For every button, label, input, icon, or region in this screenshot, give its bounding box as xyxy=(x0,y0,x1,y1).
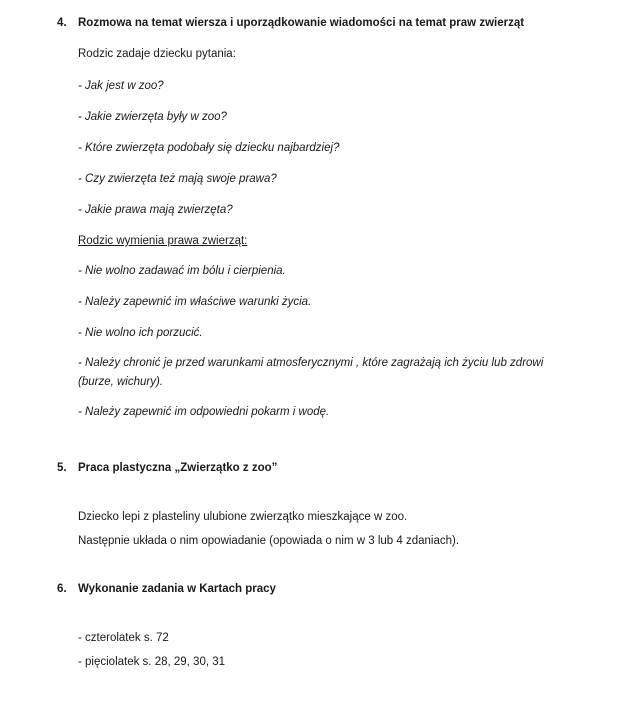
section-4-title: Rozmowa na temat wiersza i uporządkowanie wiadomości na temat praw zwierząt xyxy=(78,17,525,29)
question-item: - Które zwierzęta podobały się dziecku najbardziej? xyxy=(78,142,340,154)
section-5-line: Następnie układa o nim opowiadanie (opowiada o nim w 3 lub 4 zdaniach). xyxy=(78,535,460,547)
question-item: - Jak jest w zoo? xyxy=(78,80,164,92)
section-6-number: 6. xyxy=(57,583,67,595)
section-5-title: Praca plastyczna „Zwierzątko z zoo” xyxy=(78,462,278,474)
section-6-heading xyxy=(57,583,276,595)
rights-item: - Nie wolno zadawać im bólu i cierpienia. xyxy=(78,265,286,277)
question-item: - Czy zwierzęta też mają swoje prawa? xyxy=(78,173,277,185)
section-4-heading xyxy=(57,17,524,29)
section-5-number: 5. xyxy=(57,462,67,474)
rights-heading: Rodzic wymienia prawa zwierząt: xyxy=(78,235,248,247)
section-4-number: 4. xyxy=(57,17,67,29)
section-6-title: Wykonanie zadania w Kartach pracy xyxy=(78,583,276,595)
section-6-item: - pięciolatek s. 28, 29, 30, 31 xyxy=(78,656,226,668)
rights-item: - Nie wolno ich porzucić. xyxy=(78,327,203,339)
section-4-intro: Rodzic zadaje dziecku pytania: xyxy=(78,48,236,60)
rights-item: - Należy zapewnić im właściwe warunki życia. xyxy=(78,296,312,308)
section-6-item: - czterolatek s. 72 xyxy=(78,632,169,644)
question-item: - Jakie prawa mają zwierzęta? xyxy=(78,204,233,216)
rights-item: - Należy chronić je przed warunkami atmosferycznymi , które zagrażają ich życiu lub zdrowi (burze, wichury). xyxy=(78,357,544,388)
section-5-line: Dziecko lepi z plasteliny ulubione zwierzątko mieszkające w zoo. xyxy=(78,511,408,523)
rights-item: - Należy zapewnić im odpowiedni pokarm i wodę. xyxy=(78,406,330,418)
question-item: - Jakie zwierzęta były w zoo? xyxy=(78,111,227,123)
section-5-heading xyxy=(57,462,277,474)
